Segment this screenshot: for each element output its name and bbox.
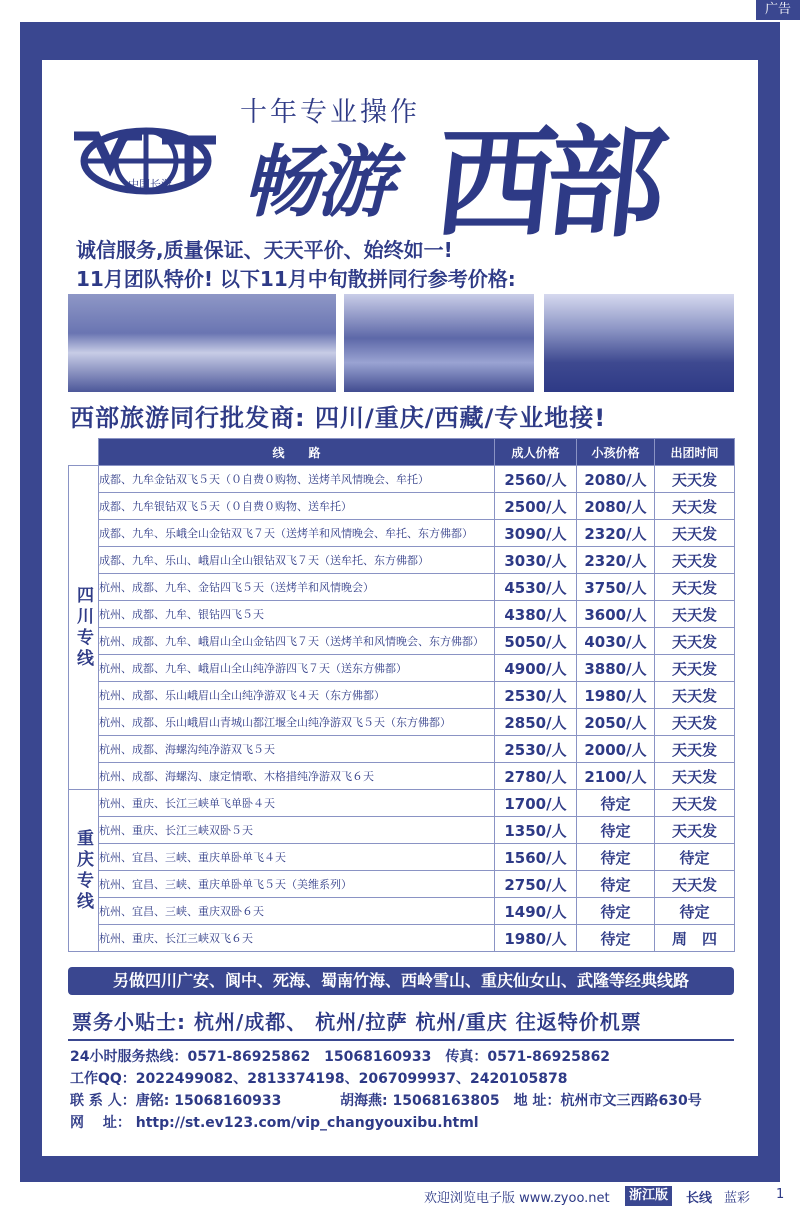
page-number: 1 xyxy=(776,1187,785,1202)
cell-child: 待定 xyxy=(577,925,655,952)
table-row xyxy=(69,601,735,628)
table-row xyxy=(69,844,735,871)
page-footer xyxy=(0,1186,800,1206)
cell-adult: 2530/人 xyxy=(495,736,577,763)
cell-child: 2080/人 xyxy=(577,493,655,520)
cell-adult: 2530/人 xyxy=(495,682,577,709)
cell-adult: 2560/人 xyxy=(495,466,577,493)
price-table xyxy=(68,438,735,952)
ticket-tips: 票务小贴士: 杭州/成都、 杭州/拉萨 杭州/重庆 往返特价机票 xyxy=(72,1010,642,1034)
cell-date: 天天发 xyxy=(655,574,735,601)
wholesaler-banner: 西部旅游同行批发商: 四川/重庆/西藏/专业地接! xyxy=(70,404,607,432)
globe-logo-icon xyxy=(66,126,226,196)
cell-route: 成都、九牟银钻双飞５天（０自费０购物、送牟托） xyxy=(99,493,495,520)
contact-person-1: 联 系 人：唐铭: 15068160933 xyxy=(70,1093,282,1109)
cell-adult: 1700/人 xyxy=(495,790,577,817)
cell-date: 天天发 xyxy=(655,493,735,520)
footer-welcome[interactable]: 欢迎浏览电子版 www.zyoo.net xyxy=(424,1191,610,1206)
cell-date: 天天发 xyxy=(655,520,735,547)
contact-person-2-address: 胡海燕: 15068163805 地 址：杭州市文三西路630号 xyxy=(340,1093,702,1109)
cell-date: 天天发 xyxy=(655,628,735,655)
cell-child: 4030/人 xyxy=(577,628,655,655)
cell-route: 成都、九牟、乐山、峨眉山全山银钻双飞７天（送牟托、东方佛都） xyxy=(99,547,495,574)
cell-date: 周 四 xyxy=(655,925,735,952)
table-row xyxy=(69,655,735,682)
group-label: 四川专线 xyxy=(69,466,99,790)
table-row xyxy=(69,547,735,574)
cell-route: 杭州、成都、九牟、银钻四飞５天 xyxy=(99,601,495,628)
logo-text: 中国长游 xyxy=(128,178,172,191)
cell-adult: 5050/人 xyxy=(495,628,577,655)
footer-section: 长线 xyxy=(686,1191,713,1206)
table-row xyxy=(69,682,735,709)
header-adult: 成人价格 xyxy=(495,439,577,466)
cell-child: 2050/人 xyxy=(577,709,655,736)
cell-child: 2100/人 xyxy=(577,763,655,790)
cell-adult: 3090/人 xyxy=(495,520,577,547)
table-row xyxy=(69,736,735,763)
table-row xyxy=(69,898,735,925)
hotline: 24小时服务热线：0571-86925862 15068160933 传真：0571-86925862 xyxy=(70,1049,611,1065)
cell-route: 杭州、成都、乐山峨眉山全山纯净游双飞４天（东方佛都） xyxy=(99,682,495,709)
cell-date: 天天发 xyxy=(655,790,735,817)
table-row xyxy=(69,817,735,844)
cell-date: 天天发 xyxy=(655,547,735,574)
cell-route: 杭州、宜昌、三峡、重庆双卧６天 xyxy=(99,898,495,925)
header-route: 线 路 xyxy=(99,439,495,466)
cell-adult: 2750/人 xyxy=(495,871,577,898)
cell-child: 2320/人 xyxy=(577,547,655,574)
ad-panel xyxy=(42,60,758,1156)
cell-child: 待定 xyxy=(577,898,655,925)
table-row xyxy=(69,628,735,655)
cell-child: 2080/人 xyxy=(577,466,655,493)
cell-date: 待定 xyxy=(655,844,735,871)
header-date: 出团时间 xyxy=(655,439,735,466)
cell-adult: 3030/人 xyxy=(495,547,577,574)
work-qq: 工作QQ：2022499082、2813374198、2067099937、2420105878 xyxy=(70,1071,568,1087)
cell-child: 3880/人 xyxy=(577,655,655,682)
cell-route: 杭州、成都、九牟、峨眉山全山纯净游四飞７天（送东方佛都） xyxy=(99,655,495,682)
cell-date: 天天发 xyxy=(655,466,735,493)
special-offer-note: 11月团队特价! 以下11月中旬散拼同行参考价格: xyxy=(76,267,516,291)
cell-child: 3600/人 xyxy=(577,601,655,628)
cell-child: 2000/人 xyxy=(577,736,655,763)
cell-adult: 1560/人 xyxy=(495,844,577,871)
title-xibu: 西部 xyxy=(428,113,664,254)
cell-adult: 1350/人 xyxy=(495,817,577,844)
cell-adult: 2850/人 xyxy=(495,709,577,736)
lake-photo xyxy=(344,294,534,392)
waterfall-photo xyxy=(68,294,336,392)
table-row xyxy=(69,925,735,952)
extra-routes-bar: 另做四川广安、阆中、死海、蜀南竹海、西岭雪山、重庆仙女山、武隆等经典线路 xyxy=(68,967,734,995)
cell-date: 天天发 xyxy=(655,871,735,898)
cell-route: 成都、九牟金钻双飞５天（０自费０购物、送烤羊风情晚会、牟托） xyxy=(99,466,495,493)
cell-date: 天天发 xyxy=(655,601,735,628)
ad-tag: 广告 xyxy=(756,0,800,20)
table-row xyxy=(69,574,735,601)
cell-route: 杭州、重庆、长江三峡双卧５天 xyxy=(99,817,495,844)
cell-child: 待定 xyxy=(577,790,655,817)
table-row xyxy=(69,763,735,790)
cell-date: 天天发 xyxy=(655,655,735,682)
cell-date: 天天发 xyxy=(655,763,735,790)
table-row xyxy=(69,466,735,493)
cell-adult: 4900/人 xyxy=(495,655,577,682)
cell-route: 杭州、重庆、长江三峡单飞单卧４天 xyxy=(99,790,495,817)
footer-color: 蓝彩 xyxy=(724,1191,751,1206)
cell-date: 天天发 xyxy=(655,817,735,844)
cell-adult: 2500/人 xyxy=(495,493,577,520)
cell-date: 天天发 xyxy=(655,736,735,763)
table-row xyxy=(69,790,735,817)
group-label: 重庆专线 xyxy=(69,790,99,952)
cell-adult: 4380/人 xyxy=(495,601,577,628)
cell-child: 2320/人 xyxy=(577,520,655,547)
table-row xyxy=(69,871,735,898)
table-header-row xyxy=(69,439,735,466)
cell-route: 杭州、成都、九牟、峨眉山全山金钻四飞７天（送烤羊和风情晚会、东方佛都） xyxy=(99,628,495,655)
city-photo xyxy=(544,294,734,392)
cell-adult: 1490/人 xyxy=(495,898,577,925)
cell-route: 杭州、重庆、长江三峡双飞６天 xyxy=(99,925,495,952)
cell-route: 杭州、成都、海螺沟纯净游双飞５天 xyxy=(99,736,495,763)
cell-adult: 2780/人 xyxy=(495,763,577,790)
cell-child: 1980/人 xyxy=(577,682,655,709)
cell-child: 3750/人 xyxy=(577,574,655,601)
website[interactable]: 网 址： http://st.ev123.com/vip_changyouxibu.html xyxy=(70,1115,479,1131)
cell-route: 杭州、宜昌、三峡、重庆单卧单飞５天（美维系列） xyxy=(99,871,495,898)
divider xyxy=(68,1039,734,1041)
table-row xyxy=(69,709,735,736)
cell-date: 待定 xyxy=(655,898,735,925)
cell-route: 杭州、成都、乐山峨眉山青城山都江堰全山纯净游双飞５天（东方佛都） xyxy=(99,709,495,736)
cell-route: 杭州、成都、海螺沟、康定情歌、木格措纯净游双飞６天 xyxy=(99,763,495,790)
header-child: 小孩价格 xyxy=(577,439,655,466)
footer-edition: 浙江版 xyxy=(625,1186,672,1206)
cell-child: 待定 xyxy=(577,844,655,871)
cell-adult: 1980/人 xyxy=(495,925,577,952)
cell-date: 天天发 xyxy=(655,709,735,736)
table-row xyxy=(69,520,735,547)
cell-route: 杭州、宜昌、三峡、重庆单卧单飞４天 xyxy=(99,844,495,871)
cell-adult: 4530/人 xyxy=(495,574,577,601)
table-row xyxy=(69,493,735,520)
cell-date: 天天发 xyxy=(655,682,735,709)
cell-child: 待定 xyxy=(577,871,655,898)
title-changyou: 畅游 xyxy=(242,137,391,228)
slogan-top: 十年专业操作 xyxy=(240,97,420,128)
service-promise: 诚信服务,质量保证、天天平价、始终如一! xyxy=(76,238,453,262)
cell-route: 杭州、成都、九牟、金钻四飞５天（送烤羊和风情晚会） xyxy=(99,574,495,601)
cell-route: 成都、九牟、乐峨全山金钻双飞７天（送烤羊和风情晚会、牟托、东方佛都） xyxy=(99,520,495,547)
cell-child: 待定 xyxy=(577,817,655,844)
